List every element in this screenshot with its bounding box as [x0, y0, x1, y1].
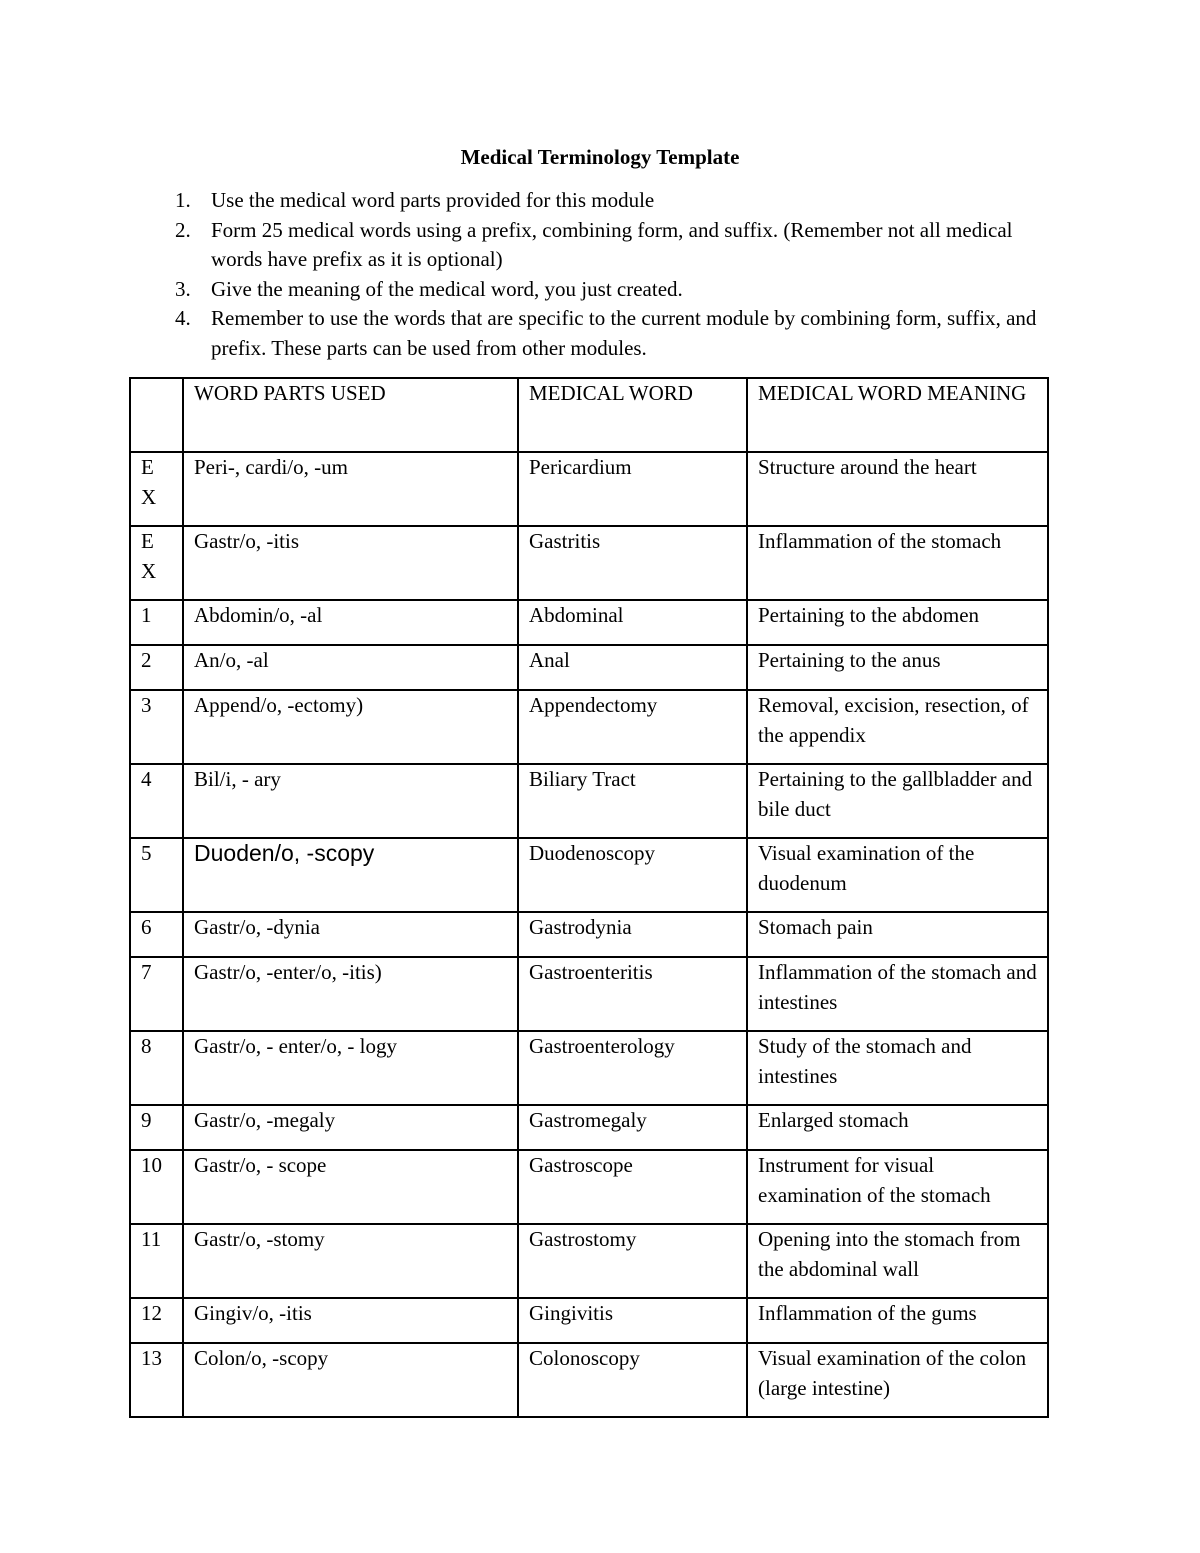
instructions-list	[167, 186, 1047, 363]
medical-word-cell: Gastroenterology	[518, 1031, 747, 1105]
medical-word-cell: Gastrostomy	[518, 1224, 747, 1298]
table-row	[130, 1105, 1048, 1150]
medical-word-cell: Biliary Tract	[518, 764, 747, 838]
table-row	[130, 1224, 1048, 1298]
medical-word-cell: Appendectomy	[518, 690, 747, 764]
word-parts-cell: Gastr/o, - enter/o, - logy	[183, 1031, 518, 1105]
word-parts-cell: Gastr/o, -dynia	[183, 912, 518, 957]
medical-word-cell: Pericardium	[518, 452, 747, 526]
word-parts-cell: Gastr/o, -itis	[183, 526, 518, 600]
medical-word-cell: Gastromegaly	[518, 1105, 747, 1150]
row-label-cell: 5	[130, 838, 183, 912]
word-parts-cell: Peri-, cardi/o, -um	[183, 452, 518, 526]
row-label-cell: 7	[130, 957, 183, 1031]
meaning-cell: Enlarged stomach	[747, 1105, 1048, 1150]
row-label-cell: 4	[130, 764, 183, 838]
instruction-item	[167, 304, 1047, 363]
table-row	[130, 645, 1048, 690]
instruction-item	[167, 186, 1047, 216]
terminology-table	[129, 377, 1049, 1418]
row-label-cell: 2	[130, 645, 183, 690]
word-parts-cell: Gastr/o, - scope	[183, 1150, 518, 1224]
instruction-text: Form 25 medical words using a prefix, combining form, and suffix. (Remember not all medical words have prefix as it is optional)	[211, 217, 1013, 271]
instruction-number: 4.	[175, 306, 191, 330]
medical-word-cell: Gingivitis	[518, 1298, 747, 1343]
medical-word-cell: Anal	[518, 645, 747, 690]
table-row	[130, 690, 1048, 764]
instruction-text: Use the medical word parts provided for this module	[211, 188, 655, 212]
word-parts-cell	[183, 838, 518, 912]
word-parts-cell: Append/o, -ectomy)	[183, 690, 518, 764]
meaning-cell: Inflammation of the gums	[747, 1298, 1048, 1343]
medical-word-cell: Gastritis	[518, 526, 747, 600]
medical-word-cell: Gastrodynia	[518, 912, 747, 957]
instruction-number: 3.	[175, 276, 191, 301]
instruction-number: 1.	[175, 188, 191, 212]
row-label-cell: 6	[130, 912, 183, 957]
row-label-cell: 1	[130, 600, 183, 645]
word-parts-cell: Gingiv/o, -itis	[183, 1298, 518, 1343]
row-label-cell: 8	[130, 1031, 183, 1105]
word-parts-cell: An/o, -al	[183, 645, 518, 690]
word-parts-cell: Abdomin/o, -al	[183, 600, 518, 645]
medical-word-cell: Abdominal	[518, 600, 747, 645]
meaning-cell: Instrument for visual examination of the stomach	[747, 1150, 1048, 1224]
table-header-row	[130, 378, 1048, 452]
row-label: EX	[141, 455, 157, 509]
meaning-cell: Visual examination of the colon (large intestine)	[747, 1343, 1048, 1417]
word-parts-cell: Gastr/o, -enter/o, -itis)	[183, 957, 518, 1031]
row-label: EX	[141, 529, 157, 583]
medical-word-cell: Colonoscopy	[518, 1343, 747, 1417]
row-label-cell: 12	[130, 1298, 183, 1343]
meaning-cell: Inflammation of the stomach and intestines	[747, 957, 1048, 1031]
instruction-item	[167, 216, 1047, 275]
row-label-cell: 10	[130, 1150, 183, 1224]
table-row	[130, 1031, 1048, 1105]
header-cell-word-parts: WORD PARTS USED	[183, 378, 518, 452]
medical-word-cell: Gastroscope	[518, 1150, 747, 1224]
header-cell-index	[130, 378, 183, 452]
meaning-cell: Removal, excision, resection, of the appendix	[747, 690, 1048, 764]
meaning-cell: Pertaining to the anus	[747, 645, 1048, 690]
row-label-cell: 9	[130, 1105, 183, 1150]
row-label-cell: 11	[130, 1224, 183, 1298]
page-title: Medical Terminology Template	[460, 145, 740, 169]
instruction-text: Give the meaning of the medical word, you just created.	[211, 276, 683, 301]
meaning-cell: Opening into the stomach from the abdominal wall	[747, 1224, 1048, 1298]
word-parts-cell: Gastr/o, -stomy	[183, 1224, 518, 1298]
instruction-text: Remember to use the words that are specific to the current module by combining form, suffix, and prefix. These parts can be used from other modules.	[211, 306, 1037, 360]
word-parts-cell: Colon/o, -scopy	[183, 1343, 518, 1417]
table-row	[130, 1298, 1048, 1343]
table-row	[130, 1343, 1048, 1417]
word-parts-cell: Bil/i, - ary	[183, 764, 518, 838]
meaning-cell: Study of the stomach and intestines	[747, 1031, 1048, 1105]
meaning-cell: Inflammation of the stomach	[747, 526, 1048, 600]
table-row	[130, 838, 1048, 912]
meaning-cell: Stomach pain	[747, 912, 1048, 957]
medical-word-cell: Gastroenteritis	[518, 957, 747, 1031]
meaning-cell: Visual examination of the duodenum	[747, 838, 1048, 912]
row-label-cell: 3	[130, 690, 183, 764]
meaning-cell: Structure around the heart	[747, 452, 1048, 526]
table-row	[130, 764, 1048, 838]
header-cell-meaning: MEDICAL WORD MEANING	[747, 378, 1048, 452]
word-parts-text: Duoden/o, -scopy	[194, 840, 375, 866]
meaning-cell: Pertaining to the gallbladder and bile duct	[747, 764, 1048, 838]
table-row	[130, 912, 1048, 957]
instruction-number: 2.	[175, 217, 191, 242]
header-cell-medical-word: MEDICAL WORD	[518, 378, 747, 452]
word-parts-cell: Gastr/o, -megaly	[183, 1105, 518, 1150]
table-row	[130, 1150, 1048, 1224]
medical-word-cell: Duodenoscopy	[518, 838, 747, 912]
row-label-cell	[130, 452, 183, 526]
instruction-item	[167, 275, 1047, 305]
table-row	[130, 600, 1048, 645]
row-label-cell	[130, 526, 183, 600]
table-row	[130, 526, 1048, 600]
table-row	[130, 452, 1048, 526]
table-row	[130, 957, 1048, 1031]
meaning-cell: Pertaining to the abdomen	[747, 600, 1048, 645]
row-label-cell: 13	[130, 1343, 183, 1417]
